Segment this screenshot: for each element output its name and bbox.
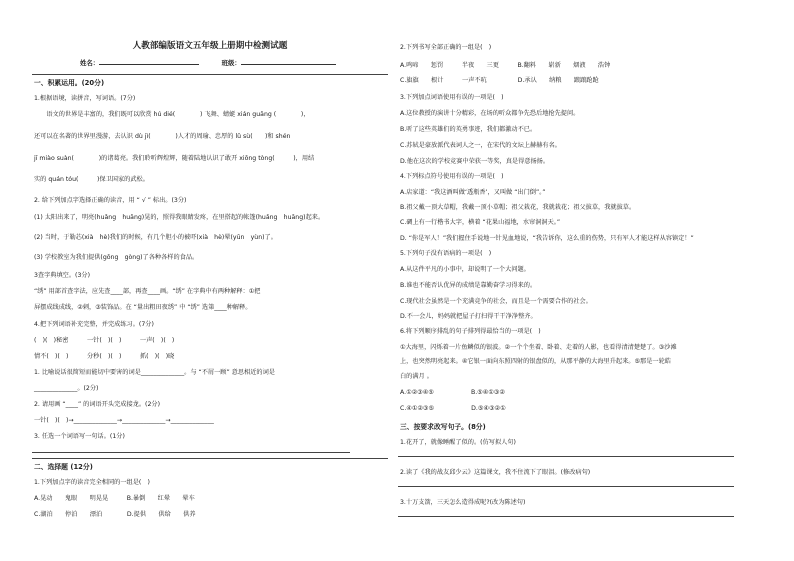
question-line: 2. 给下列加点字选择正确的读音，用 “ √ ” 标出。(3分) [34, 197, 187, 204]
question-line: 上，也突然明亮起来。④它银一面向东照四射的银盘似的，从那平静的大海里升起来。⑤那是一轮皓 [400, 358, 671, 365]
question-line: 一针( )( )→______________→______________→______________ [34, 417, 214, 424]
question-line: 白的满月 。 [400, 373, 433, 380]
question-line: 3查字典填空。(3分) [34, 272, 91, 279]
answer-line[interactable] [398, 516, 734, 517]
question-line: 5.下列句子没有语病的一项是( ) [400, 250, 492, 257]
question-line: 1. 比喻说话很简短而能切中要害的词是______________。与 “不屑一顾” 意思相近的词是 [34, 369, 275, 376]
question-line: C.湖泊 停泊 漂泊 D.提供 供给 供养 [34, 511, 196, 518]
question-line: 实的 quán tóu( )保卫国家的武松。 [34, 176, 149, 183]
question-line: ①大海里，闪烁着一片鱼鳞似的银波。②一个个坐着、卧着、走着的人影，也看得清清楚楚了。③沙滩 [400, 344, 677, 351]
question-line: A.①②③④⑤ B.⑤④①③② [400, 389, 505, 396]
class-label: 班级： [221, 59, 241, 67]
question-line: 还可以在名著的世界里漫游，去认识 dù jì( )人才的周瑜、忠厚的 lǔ sù( )和 shén [34, 133, 291, 140]
section-heading: 二、选择题 (12分) [34, 463, 93, 471]
answer-line[interactable] [398, 486, 734, 487]
question-line: 4.把下列词语补充完整，并完成练习。(7分) [34, 321, 154, 328]
question-line: 屏摆成线成线，②刺，③装饰品。在 “量出粗田夜绣” 中 “绣” 选第____种解释。 [34, 304, 252, 311]
student-info [80, 60, 360, 68]
question-line: (1) 太阳出来了，明亮(huǎng huāng)晃的，照得我眼睛发疼，在里搭起的帐篷(huǎng huāng)起来。 [34, 214, 325, 221]
question-line: C.现代社会虽然是一个充满竞争的社会，而且是一个需要合作的社会。 [400, 298, 592, 305]
question-line: 1.花开了，就像睡醒了似的。(仿写拟人句) [400, 439, 516, 446]
question-line: A.从这件平凡的小事中，却说明了一个大问题。 [400, 266, 530, 273]
question-line: A.晃动 鬼眼 明晃晃 B.暴倒 红晕 晕车 [34, 495, 195, 502]
question-line: D.他在这次的学校竞赛中荣获一等奖，真是得意扬扬。 [400, 158, 550, 165]
divider [32, 458, 388, 459]
question-line: (2) 当时，于勒芯(xià hè)我们的时候，有几个胆小的被吓(xià hè)晕(yūn yùn)了。 [34, 234, 277, 241]
question-line: 3. 任选一个词语写一句话。(1分) [34, 433, 125, 440]
answer-line[interactable] [398, 456, 734, 457]
question-line: C.碉上有一行楷书大字，横着 “花果山福地，水帘洞洞天。” [400, 219, 561, 226]
question-line: D.不一会儿，妈妈就把屋子打扫得干干净净整齐。 [400, 313, 537, 320]
question-line: (3) 学校教室为我们提供(gōng gòng)了各种各样的食品。 [34, 254, 199, 261]
question-line: 3.下列加点词语使用有误的一项是( ) [400, 94, 504, 101]
question-line: 1.根据语境，读拼音，写词语。(7分) [34, 95, 136, 102]
question-line: B.祖父戴一顶大草帽，我戴一顶小草帽；祖父栽花，我就栽花；祖父拔草，我就拔草。 [400, 204, 636, 211]
page-title: 人教部编版语文五年级上册期中检测试题 [132, 41, 288, 51]
section-heading: 一、积累运用。(20分) [34, 79, 105, 87]
question-line: A.店家道：“我这酒叫做‘透瓶香’，又叫做 “出门倒”。” [400, 189, 546, 196]
question-line: 4.下列标点符号使用有误的一项是( ) [400, 173, 504, 180]
question-line: D. “你是军人！”我们握住手说地一针见血地说，“我告诉你，这么重的伤势，只有军人才能这样从容镇定！” [400, 235, 694, 242]
question-line: A.鸣啼 惩罚 半夜 三更 B.翻料 崭新 烟液 浩钟 [400, 62, 611, 69]
name-label: 姓名： [80, 59, 100, 67]
question-line: 情不( )( ) 分秒( )( ) 抓( )( )晓 [34, 353, 175, 360]
question-line: C.苏轼是豪放派代表词人之一，在宋代的文坛上赫赫有名。 [400, 142, 561, 149]
question-line: 1.下列加点字的读音完全相同的一组是( ) [34, 479, 150, 486]
section-heading: 三、按要求改写句子。(8分) [400, 423, 486, 431]
question-line: 2.下列书写全部正确的一组是( ) [400, 44, 492, 51]
question-line: C.④①②③⑤ D.⑤④③②① [400, 405, 506, 412]
question-line: C.旗旗 根计 一声不吭 D.承认 纳粮 踉踉跄跄 [400, 77, 599, 84]
question-line: 2.读了《我的战友邱少云》这篇课文，我不住流下了眼泪。(修改病句) [400, 469, 591, 476]
question-line: 6.将下列顺序排乱的句子排列得最恰当的一项是( ) [400, 328, 541, 335]
question-line: 2. 请用画 “____” 的词语开头完成接龙。(2分) [34, 401, 160, 408]
question-line: 3.十万支箭，三天怎么造得成呢?(改为陈述句) [400, 499, 526, 506]
class-field[interactable] [241, 64, 336, 65]
question-line: “绣” 用部首查字法，应先查____部，再查____画。“绣” 在字典中有两种解释：①把 [34, 288, 261, 295]
question-line: B.听了这些英雄们的英勇事迹，我们都激动不已。 [400, 126, 537, 133]
question-line: jī miào suàn( )的诸葛亮。我们聆听辉煌辉，随着陆地认识了敢开 xiōng tòng( )，用结 [34, 155, 315, 162]
question-line: B.谁也不能否认优异的成绩是靠勤奋学习得来的。 [400, 282, 537, 289]
question-line: A.这位教授的演讲十分精彩，在场的听众都争先恐后地抢先提问。 [400, 110, 580, 117]
question-line: ( )( )秘密 一针( )( ) 一声( )( ) [34, 337, 175, 344]
question-line: 语文的世界是丰富的，我们既可以欣赏 hú dié( ) 飞舞、蜻蜓 xián guāng ( )， [34, 111, 310, 118]
answer-line[interactable] [32, 452, 350, 453]
question-line: ______________。(2分) [34, 385, 99, 392]
divider [32, 74, 388, 75]
name-field[interactable] [99, 64, 199, 65]
